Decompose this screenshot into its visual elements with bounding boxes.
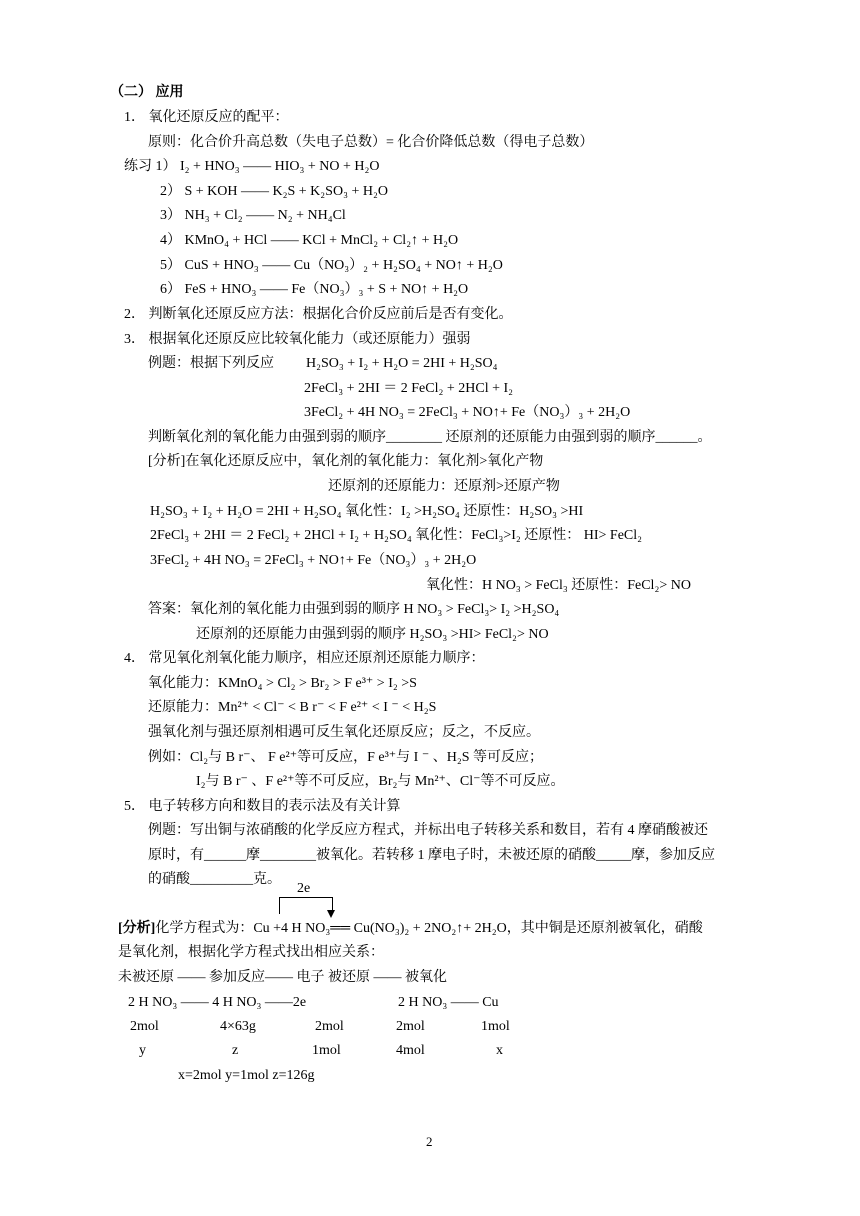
- calc-row-2-c5: 1mol: [481, 1019, 510, 1034]
- s5-analysis-2: 是氧化剂，根据化学方程式找出相应关系：: [118, 945, 384, 960]
- electron-transfer-arrow: [279, 897, 333, 914]
- s3-line-2: 2FeCl₃ + 2HI ＝ 2 FeCl₂ + 2HCl + I₂ + H₂SO₄ 氧化性：FeCl₃>I₂ 还原性： HI> FeCl₂: [150, 528, 643, 543]
- s5-analysis-1: [118, 920, 703, 938]
- s5-question-3: 的硝酸_________克。: [148, 872, 281, 887]
- s3-analysis-1: [分析]在氧化还原反应中，氧化剂的氧化能力：氧化剂>氧化产物: [148, 454, 544, 469]
- calc-row-3-c1: y: [139, 1043, 146, 1058]
- s1-title: 1． 氧化还原反应的配平：: [124, 110, 289, 125]
- s1-principle: 原则：化合价升高总数（失电子总数）= 化合价降低总数（得电子总数）: [148, 135, 594, 150]
- s3-line-4: 氧化性：H NO₃ > FeCl₃ 还原性：FeCl₂> NO: [426, 578, 691, 593]
- s4-example-2: I₂与 B r⁻ 、F e²⁺等不可反应，Br₂与 Mn²⁺、Cl⁻等不可反应。: [196, 774, 565, 789]
- calc-result: x=2mol y=1mol z=126g: [178, 1068, 315, 1083]
- calc-row-3-c5: x: [496, 1043, 503, 1058]
- s4-oxidizing-order: 氧化能力：KMnO₄ > Cl₂ > Br₂ > F e³⁺ > I₂ >S: [148, 676, 417, 691]
- s4-example-1: 例如：Cl₂与 B r⁻、 F e²⁺等可反应，F e³⁺与 I ⁻ 、H₂S 等可反应；: [148, 750, 543, 765]
- calc-row-2-c3: 2mol: [315, 1019, 344, 1034]
- s1-exercise-5: 5） CuS + HNO₃ —— Cu（NO₃）₂ + H₂SO₄ + NO↑ + H₂O: [160, 258, 503, 273]
- s1-exercise-4: 4） KMnO₄ + HCl —— KCl + MnCl₂ + Cl₂↑ + H₂O: [160, 233, 459, 248]
- electron-transfer-label: 2e: [297, 881, 311, 896]
- s3-title: 3． 根据氧化还原反应比较氧化能力（或还原能力）强弱: [124, 332, 471, 347]
- s3-example-lead: 例题：根据下列反应: [148, 356, 274, 371]
- s3-answer-1: 答案：氧化剂的氧化能力由强到弱的顺序 H NO₃ > FeCl₃> I₂ >H₂SO₄: [148, 602, 560, 617]
- s3-reaction-3: 3FeCl₂ + 4H NO₃ = 2FeCl₃ + NO↑+ Fe（NO₃）₃ + 2H₂O: [304, 405, 631, 420]
- s5-relation: 未被还原 —— 参加反应—— 电子 被还原 —— 被氧化: [118, 970, 447, 985]
- calc-row-1-b: 2 H NO₃ —— Cu: [398, 995, 499, 1010]
- s2-text: 2． 判断氧化还原反应方法：根据化合价反应前后是否有变化。: [124, 307, 513, 322]
- calc-row-3-c4: 4mol: [396, 1043, 425, 1058]
- s1-exercise-1: 练习 1） I₂ + HNO₃ —— HIO₃ + NO + H₂O: [124, 159, 380, 174]
- calc-row-3-c2: z: [232, 1043, 239, 1058]
- s3-line-1: H₂SO₃ + I₂ + H₂O = 2HI + H₂SO₄ 氧化性：I₂ >H₂SO₄ 还原性：H₂SO₃ >HI: [150, 504, 584, 519]
- s3-line-3: 3FeCl₂ + 4H NO₃ = 2FeCl₃ + NO↑+ Fe（NO₃）₃ + 2H₂O: [150, 553, 477, 568]
- s3-answer-2: 还原剂的还原能力由强到弱的顺序 H₂SO₃ >HI> FeCl₂> NO: [196, 627, 549, 642]
- calc-row-3-c3: 1mol: [312, 1043, 341, 1058]
- s4-title: 4． 常见氧化剂氧化能力顺序，相应还原剂还原能力顺序：: [124, 651, 485, 666]
- analysis-tag: [分析]: [118, 921, 156, 936]
- arrow-head-icon: [327, 910, 335, 918]
- calc-row-2-c1: 2mol: [130, 1019, 159, 1034]
- page-number: 2: [426, 1134, 433, 1149]
- s3-question: 判断氧化剂的氧化能力由强到弱的顺序________ 还原剂的还原能力由强到弱的顺序______。: [148, 430, 712, 445]
- s4-reducing-order: 还原能力：Mn²⁺ < Cl⁻ < B r⁻ < F e²⁺ < I ⁻ < H₂S: [148, 700, 437, 715]
- calc-row-2-c2: 4×63g: [220, 1019, 256, 1034]
- s3-reaction-2: 2FeCl₃ + 2HI ＝ 2 FeCl₂ + 2HCl + I₂: [304, 381, 514, 396]
- s5-question-2: 原时，有______摩________被氧化。若转移 1 摩电子时，未被还原的硝酸_____摩，参加反应: [148, 848, 715, 863]
- s5-question-1: 例题：写出铜与浓硝酸的化学反应方程式，并标出电子转移关系和数目，若有 4 摩硝酸被还: [148, 823, 708, 838]
- calc-row-2-c4: 2mol: [396, 1019, 425, 1034]
- s1-exercise-6: 6） FeS + HNO₃ —— Fe（NO₃）₃ + S + NO↑ + H₂O: [160, 282, 469, 297]
- s3-reaction-1: H₂SO₃ + I₂ + H₂O = 2HI + H₂SO₄: [306, 356, 498, 371]
- analysis-equation: 化学方程式为：Cu +4 H NO₃══ Cu(NO₃)₂ + 2NO₂↑+ 2H₂O，其中铜是还原剂被氧化，硝酸: [155, 921, 703, 936]
- s1-exercise-2: 2） S + KOH —— K₂S + K₂SO₃ + H₂O: [160, 184, 388, 199]
- s1-exercise-3: 3） NH₃ + Cl₂ —— N₂ + NH₄Cl: [160, 208, 346, 223]
- s4-note: 强氧化剂与强还原剂相遇可反生氧化还原反应；反之，不反应。: [148, 725, 540, 740]
- calc-row-1-a: 2 H NO₃ —— 4 H NO₃ ——2e: [128, 995, 307, 1010]
- s3-analysis-2: 还原剂的还原能力：还原剂>还原产物: [328, 479, 560, 494]
- section-heading: （二） 应用: [110, 85, 184, 100]
- s5-title: 5． 电子转移方向和数目的表示法及有关计算: [124, 799, 401, 814]
